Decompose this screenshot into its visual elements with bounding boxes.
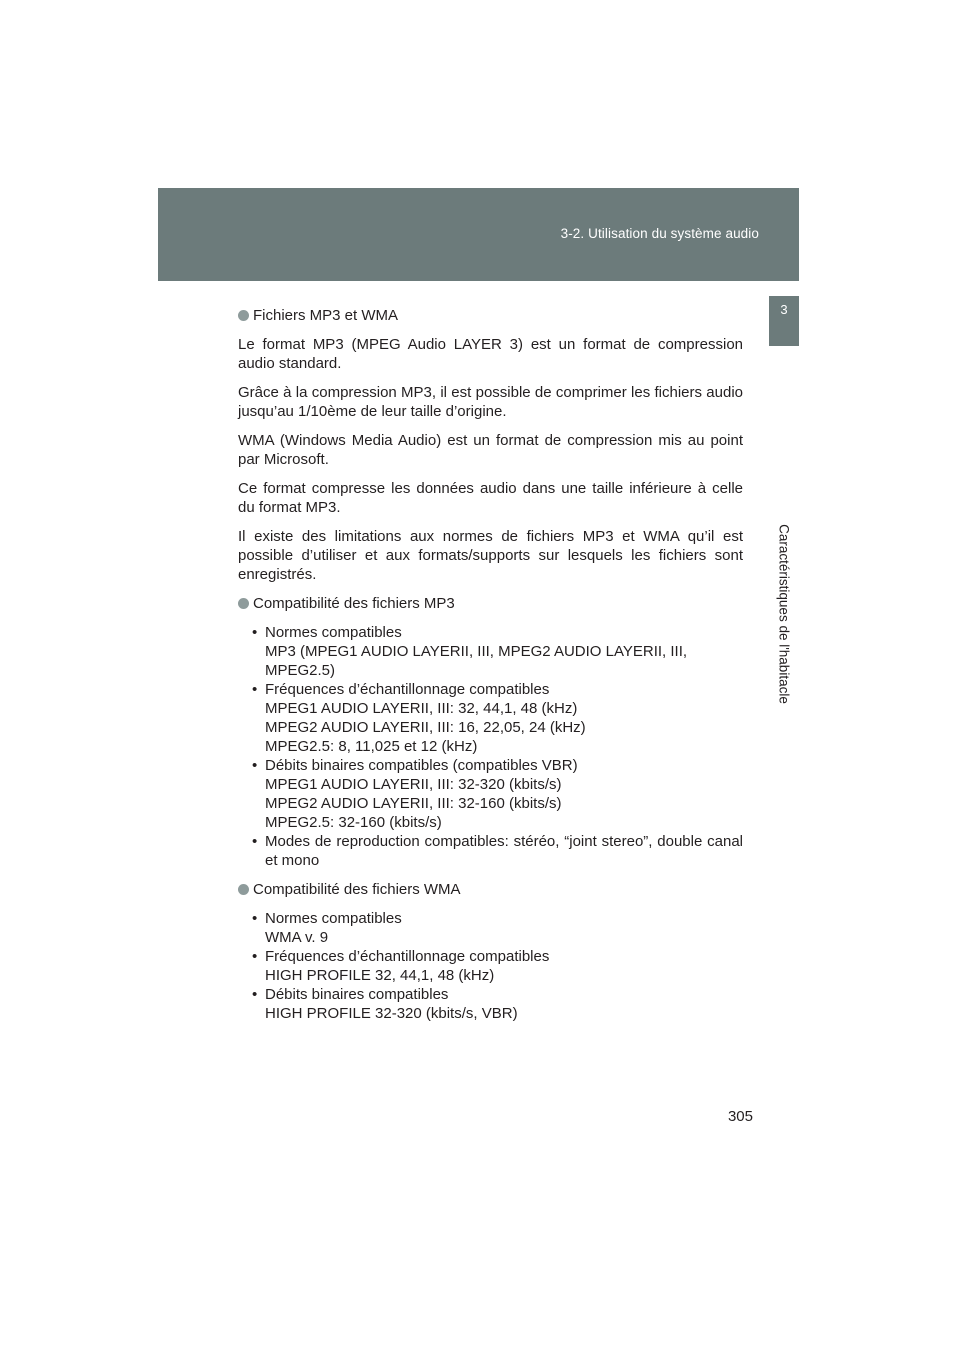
list-item-label: Normes compatibles: [265, 624, 402, 641]
list-item-label: Modes de reproduction compatibles: stéréo, “joint stereo”, double canal et mono: [265, 833, 743, 869]
heading-text: Fichiers MP3 et WMA: [253, 307, 399, 324]
chapter-number: 3: [780, 302, 788, 317]
list-item-detail: MPEG2 AUDIO LAYERII, III: 16, 22,05, 24 (kHz): [265, 719, 586, 736]
list-item-label: Débits binaires compatibles: [265, 986, 449, 1003]
list-item-detail: HIGH PROFILE 32-320 (kbits/s, VBR): [265, 1005, 518, 1022]
list-item-label: Fréquences d’échantillonnage compatibles: [265, 681, 550, 698]
list-item: [252, 947, 743, 985]
list-item-detail: MPEG2 AUDIO LAYERII, III: 32-160 (kbits/s): [265, 795, 562, 812]
section-header: [158, 188, 799, 281]
list-item-detail: WMA v. 9: [265, 929, 329, 946]
heading-text: Compatibilité des fichiers WMA: [253, 881, 461, 898]
bullet-icon: •: [252, 681, 258, 698]
list-item: [252, 832, 743, 870]
list-item-detail: MPEG2.5: 32-160 (kbits/s): [265, 814, 442, 831]
list-item-detail: MPEG1 AUDIO LAYERII, III: 32, 44,1, 48 (kHz): [265, 700, 578, 717]
heading-text: Compatibilité des fichiers MP3: [253, 595, 455, 612]
heading-mp3-compat: [238, 594, 743, 613]
heading-wma-compat: [238, 880, 743, 899]
list-item: [252, 680, 743, 756]
list-item-label: Fréquences d’échantillonnage compatibles: [265, 948, 550, 965]
list-item: [252, 985, 743, 1023]
list-item: [252, 623, 743, 680]
paragraph: Ce format compresse les données audio dans une taille inférieure à celle du format MP3.: [238, 480, 743, 516]
paragraph: Il existe des limitations aux normes de fichiers MP3 et WMA qu’il est possible d’utiliser et aux formats/supports sur lesquels les fichiers sont enregistrés.: [238, 528, 743, 583]
list-item-detail: HIGH PROFILE 32, 44,1, 48 (kHz): [265, 967, 495, 984]
list-item: [252, 909, 743, 947]
bullet-icon: •: [252, 833, 258, 850]
chapter-title: Caractéristiques de l'habitacle: [776, 524, 792, 704]
wma-compat-list: [252, 909, 743, 1023]
bullet-icon: •: [252, 986, 258, 1003]
paragraph: WMA (Windows Media Audio) est un format de compression mis au point par Microsoft.: [238, 432, 743, 468]
list-item-detail: MPEG1 AUDIO LAYERII, III: 32-320 (kbits/s): [265, 776, 562, 793]
bullet-icon: •: [252, 624, 258, 641]
circle-bullet-icon: [238, 884, 249, 895]
list-item-detail: MP3 (MPEG1 AUDIO LAYERII, III, MPEG2 AUDIO LAYERII, III, MPEG2.5): [265, 643, 688, 679]
paragraph: Le format MP3 (MPEG Audio LAYER 3) est un format de compression audio standard.: [238, 336, 743, 372]
circle-bullet-icon: [238, 598, 249, 609]
section-title: 3-2. Utilisation du système audio: [560, 226, 759, 241]
list-item: [252, 756, 743, 832]
list-item-detail: MPEG2.5: 8, 11,025 et 12 (kHz): [265, 738, 478, 755]
paragraph: Grâce à la compression MP3, il est possible de comprimer les fichiers audio jusqu’au 1/10ème de leur taille d’origine.: [238, 384, 743, 420]
page-number: 305: [727, 1108, 753, 1125]
circle-bullet-icon: [238, 310, 249, 321]
list-item-label: Débits binaires compatibles (compatibles VBR): [265, 757, 578, 774]
page-content: [238, 306, 743, 1033]
list-item-label: Normes compatibles: [265, 910, 402, 927]
heading-mp3-wma: [238, 306, 743, 325]
bullet-icon: •: [252, 910, 258, 927]
bullet-icon: •: [252, 948, 258, 965]
bullet-icon: •: [252, 757, 258, 774]
mp3-compat-list: [252, 623, 743, 870]
